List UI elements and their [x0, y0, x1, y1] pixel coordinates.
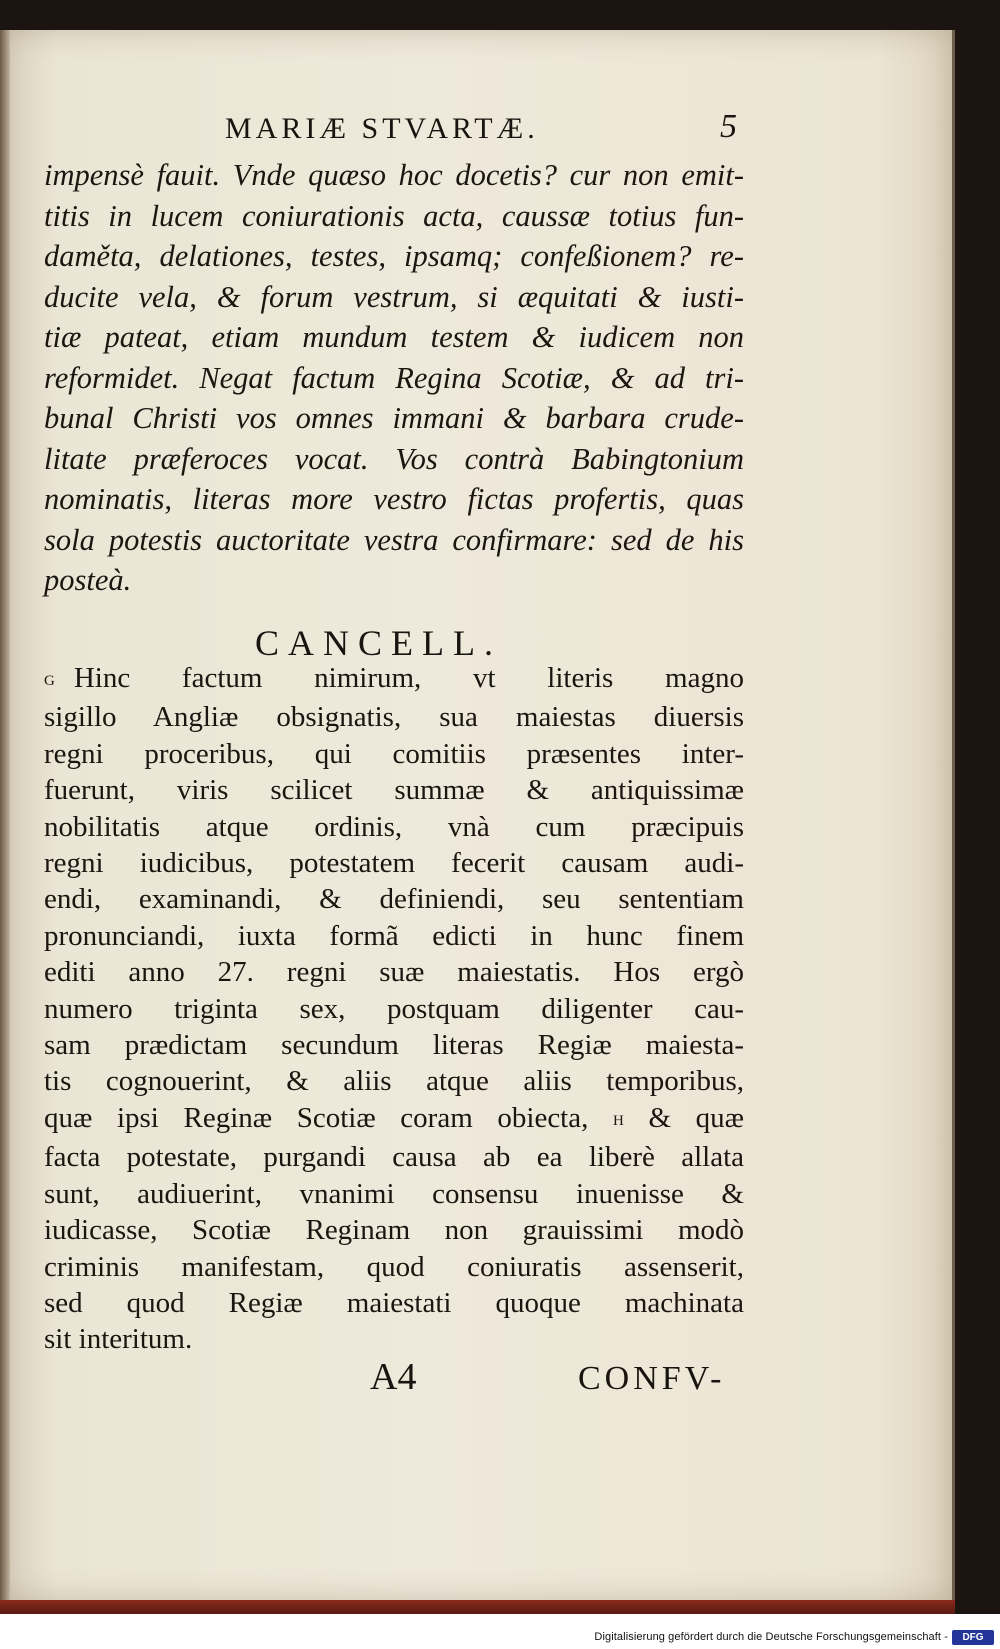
footer-credit: Digitalisierung gefördert durch die Deutsche Forschungsgemeinschaft - — [594, 1631, 948, 1643]
text-line: bunal Christi vos omnes immani & barbara crude- — [44, 401, 744, 435]
text-line: tiæ pateat, etiam mundum testem & iudicem non — [44, 320, 744, 354]
text-line: tis cognouerint, & aliis atque aliis temporibus, — [44, 1065, 744, 1098]
book-page — [0, 30, 955, 1600]
running-head — [225, 112, 745, 146]
signature-mark: A4 — [370, 1356, 417, 1398]
text-line: nominatis, literas more vestro fictas profertis, quas — [44, 482, 744, 516]
text-line: sed quod Regiæ maiestati quoque machinata — [44, 1286, 744, 1319]
book-edge — [0, 1600, 955, 1614]
text-line: sam prædictam secundum literas Regiæ maiesta- — [44, 1029, 744, 1062]
text-line: posteà. — [44, 563, 132, 597]
text-line: iudicasse, Scotiæ Reginam non grauissimi modò — [44, 1214, 744, 1247]
text-line-content: & quæ — [648, 1101, 744, 1134]
text-line: sit interitum. — [44, 1323, 193, 1356]
running-head-title: MARIÆ STVARTÆ. — [225, 112, 539, 145]
text-line: daměta, delationes, testes, ipsamq; confeßionem? re- — [44, 239, 744, 273]
text-line: litate præferoces vocat. Vos contrà Babingtonium — [44, 441, 744, 476]
section-heading: CANCELL. — [255, 623, 502, 663]
text-line: reformidet. Negat factum Regina Scotiæ, & ad tri- — [44, 360, 744, 395]
text-line: titis in lucem coniurationis acta, caussæ totius fun- — [44, 198, 744, 233]
text-line: impensè fauit. Vnde quæso hoc docetis? cur non emit- — [44, 158, 744, 192]
text-line: regni proceribus, qui comitiis præsentes inter- — [44, 737, 744, 770]
dfg-logo: DFG — [952, 1630, 994, 1645]
text-line: sola potestis auctoritate vestra confirmare: sed de his — [44, 522, 744, 557]
text-line: editi anno 27. regni suæ maiestatis. Hos ergò — [44, 956, 744, 989]
text-line — [44, 1100, 744, 1139]
text-line: criminis manifestam, quod coniuratis assenserit, — [44, 1250, 744, 1283]
roman-paragraph — [44, 660, 744, 1358]
text-line: ducite vela, & forum vestrum, si æquitati & iusti- — [44, 279, 744, 314]
italic-paragraph — [44, 155, 744, 601]
text-line: pronunciandi, iuxta formã edicti in hunc finem — [44, 919, 744, 952]
catchword: CONFV- — [578, 1360, 726, 1397]
text-line: facta potestate, purgandi causa ab ea liberè allata — [44, 1141, 744, 1174]
text-line: endi, examinandi, & definiendi, seu sententiam — [44, 883, 744, 916]
text-line: sigillo Angliæ obsignatis, sua maiestas diuersis — [44, 701, 744, 734]
text-line: sunt, audiuerint, vnanimi consensu inuenisse & — [44, 1177, 744, 1210]
text-line: nobilitatis atque ordinis, vnà cum præcipuis — [44, 810, 744, 843]
text-line: fuerunt, viris scilicet summæ & antiquissimæ — [44, 774, 744, 807]
margin-mark-h: H — [613, 1112, 624, 1129]
text-line-content: quæ ipsi Reginæ Scotiæ coram obiecta, — [44, 1101, 589, 1134]
text-line: numero triginta sex, postquam diligenter cau- — [44, 992, 744, 1025]
margin-mark-g: G — [44, 673, 56, 689]
text-line-content: Hinc factum nimirum, vt literis magno — [73, 662, 744, 694]
page-number: 5 — [720, 108, 737, 145]
spine-shadow — [0, 30, 10, 1600]
text-line — [44, 660, 744, 699]
text-line: regni iudicibus, potestatem fecerit causam audi- — [44, 847, 744, 880]
